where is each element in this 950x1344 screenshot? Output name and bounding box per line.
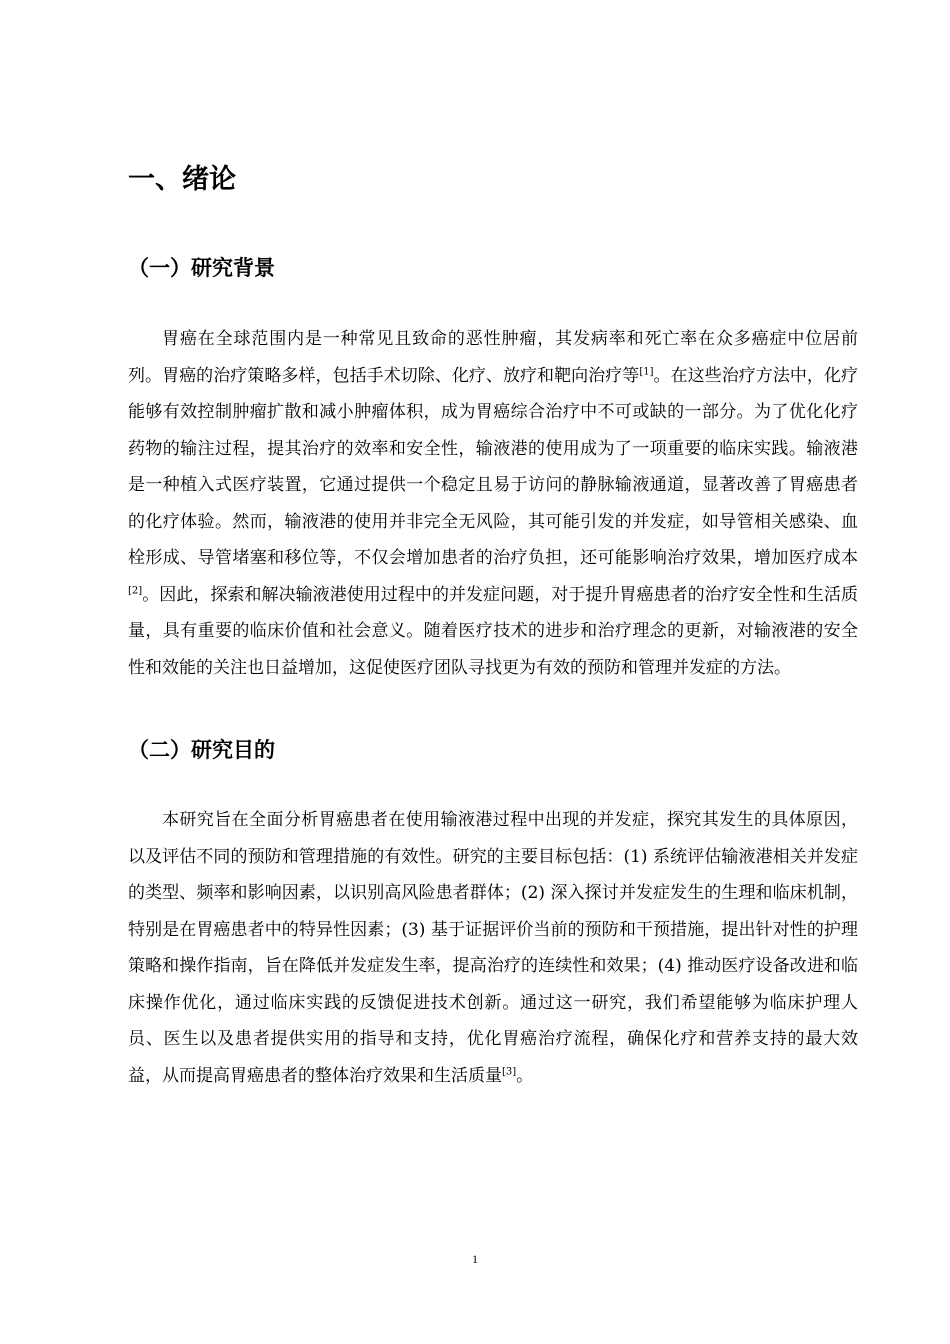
paragraph-text: 本研究旨在全面分析胃癌患者在使用输液港过程中出现的并发症，探究其发生的具体原因，以及评估不同的预防和管理措施的有效性。研究的主要目标包括：(1) 系统评估输液港相关并发症的类型、频率和影响因素，以识别高风险患者群体；(2) 深入探讨并发症发生的生理和临床机制，特别是在胃癌患者中的特异性因素；(3) 基于证据评价当前的预防和干预措施，提出针对性的护理策略和操作指南，旨在降低并发症发生率，提高治疗的连续性和效果；(4) 推动医疗设备改进和临床操作优化，通过临床实践的反馈促进技术创新。通过这一研究，我们希望能够为临床护理人员、医生以及患者提供实用的指导和支持，优化胃癌治疗流程，确保化疗和营养支持的最大效益，从而提高胃癌患者的整体治疗效果和生活质量 [128, 810, 858, 1086]
section-heading-background: （一）研究背景 [128, 256, 275, 280]
paragraph-background [128, 321, 858, 686]
citation-marker: [2] [128, 584, 143, 596]
paragraph-text: 胃癌在全球范围内是一种常见且致命的恶性肿瘤，其发病率和死亡率在众多癌症中位居前列。胃癌的治疗策略多样，包括手术切除、化疗、放疗和靶向治疗等 [128, 329, 858, 386]
paragraph-text: 。 [516, 1065, 534, 1086]
paragraph-text: 。在这些治疗方法中，化疗能够有效控制肿瘤扩散和减小肿瘤体积，成为胃癌综合治疗中不可或缺的一部分。为了优化化疗药物的输注过程，提其治疗的效率和安全性，输液港的使用成为了一项重要的临床实践。输液港是一种植入式医疗装置，它通过提供一个稳定且易于访问的静脉输液通道，显著改善了胃癌患者的化疗体验。然而，输液港的使用并非完全无风险，其可能引发的并发症，如导管相关感染、血栓形成、导管堵塞和移位等，不仅会增加患者的治疗负担，还可能影响治疗效果，增加医疗成本 [128, 365, 859, 568]
section-heading-objective: （二）研究目的 [128, 738, 275, 762]
page-content [128, 160, 858, 1094]
paragraph-objective [128, 802, 858, 1094]
page-number: 1 [472, 1252, 478, 1266]
paragraph-text: 。因此，探索和解决输液港使用过程中的并发症问题，对于提升胃癌患者的治疗安全性和生活质量，具有重要的临床价值和社会意义。随着医疗技术的进步和治疗理念的更新，对输液港的安全性和效能的关注也日益增加，这促使医疗团队寻找更为有效的预防和管理并发症的方法。 [128, 584, 858, 678]
citation-marker: [3] [502, 1065, 517, 1077]
chapter-title: 一、绪论 [128, 164, 236, 195]
citation-marker: [1] [639, 365, 654, 377]
